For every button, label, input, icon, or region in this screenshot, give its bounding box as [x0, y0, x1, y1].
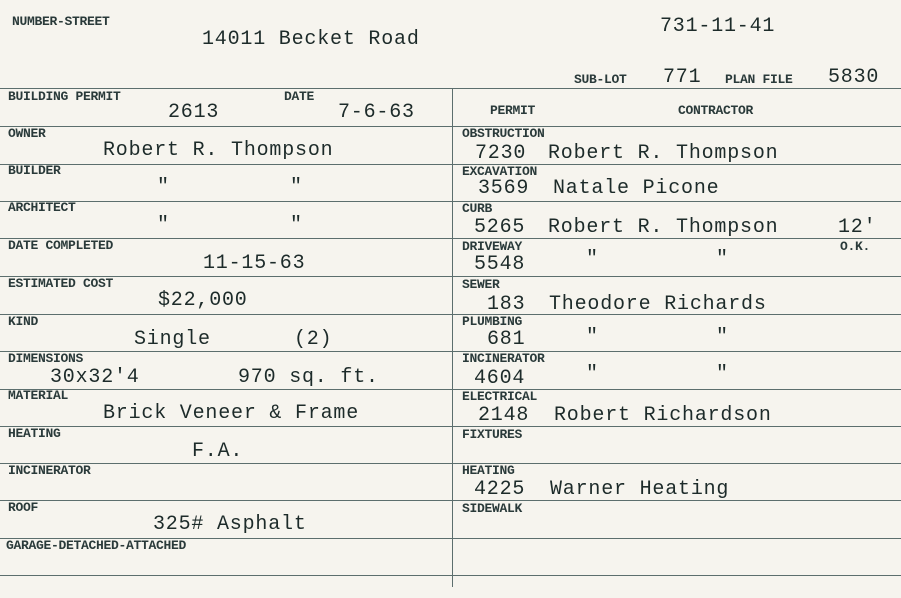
card-number: 731-11-41 — [660, 15, 776, 38]
estimated-cost-label: ESTIMATED COST — [8, 276, 114, 291]
column-divider — [452, 88, 453, 587]
excavation-permit: 3569 — [478, 177, 530, 200]
rule-line — [0, 575, 901, 576]
incinerator-label: INCINERATOR — [462, 351, 545, 366]
driveway-ditto: " — [586, 248, 599, 271]
architect-ditto: " — [290, 214, 303, 237]
dimensions-label: DIMENSIONS — [8, 351, 84, 366]
kind-units: (2) — [294, 328, 333, 351]
builder-ditto: " — [157, 176, 170, 199]
builder-label: BUILDER — [8, 163, 61, 178]
incinerator-ditto: " — [716, 363, 729, 386]
number-street-label: NUMBER-STREET — [12, 14, 110, 29]
date-label: DATE — [284, 89, 315, 104]
rule-line — [0, 389, 901, 390]
plumbing-ditto: " — [716, 326, 729, 349]
kind-label: KIND — [8, 314, 39, 329]
sub-lot-label: SUB-LOT — [574, 72, 627, 87]
date-completed: 11-15-63 — [203, 252, 306, 275]
sidewalk-label: SIDEWALK — [462, 501, 523, 516]
rule-line — [0, 126, 901, 127]
material: Brick Veneer & Frame — [103, 402, 360, 425]
sub-lot: 771 — [663, 66, 702, 89]
rule-line — [0, 276, 901, 277]
incinerator-label: INCINERATOR — [8, 463, 91, 478]
incinerator-permit: 4604 — [474, 367, 526, 390]
sewer-label: SEWER — [462, 277, 500, 292]
obstruction-contractor: Robert R. Thompson — [548, 142, 779, 165]
curb-permit: 5265 — [474, 216, 526, 239]
plan-file-label: PLAN FILE — [725, 72, 793, 87]
owner: Robert R. Thompson — [103, 139, 334, 162]
electrical-permit: 2148 — [478, 404, 530, 427]
estimated-cost: $22,000 — [158, 289, 248, 312]
building-permit-number: 2613 — [168, 101, 220, 124]
excavation-label: EXCAVATION — [462, 164, 538, 179]
rule-line — [0, 500, 901, 501]
curb-label: CURB — [462, 201, 493, 216]
roof-label: ROOF — [8, 500, 39, 515]
permit-date: 7-6-63 — [338, 101, 415, 124]
heating: F.A. — [192, 440, 244, 463]
rule-line — [0, 351, 901, 352]
date-completed-label: DATE COMPLETED — [8, 238, 114, 253]
rule-line — [0, 88, 901, 89]
driveway-ditto: " — [716, 248, 729, 271]
fixtures-label: FIXTURES — [462, 427, 523, 442]
rule-line — [0, 463, 901, 464]
obstruction-permit: 7230 — [475, 142, 527, 165]
architect-label: ARCHITECT — [8, 200, 76, 215]
driveway-permit: 5548 — [474, 253, 526, 276]
material-label: MATERIAL — [8, 388, 69, 403]
plumbing-label: PLUMBING — [462, 314, 523, 329]
obstruction-label: OBSTRUCTION — [462, 126, 545, 141]
roof: 325# Asphalt — [153, 513, 307, 536]
area: 970 sq. ft. — [238, 366, 379, 389]
incinerator-ditto: " — [586, 363, 599, 386]
dimensions: 30x32'4 — [50, 366, 140, 389]
contractor-header: CONTRACTOR — [678, 103, 754, 118]
excavation-contractor: Natale Picone — [553, 177, 720, 200]
architect-ditto: " — [157, 214, 170, 237]
sewer-permit: 183 — [487, 293, 526, 316]
plumbing-permit: 681 — [487, 328, 526, 351]
plumbing-ditto: " — [586, 326, 599, 349]
builder-ditto: " — [290, 176, 303, 199]
owner-label: OWNER — [8, 126, 46, 141]
electrical-contractor: Robert Richardson — [554, 404, 772, 427]
sewer-contractor: Theodore Richards — [549, 293, 767, 316]
curb-contractor: Robert R. Thompson — [548, 216, 779, 239]
garage-label: GARAGE-DETACHED-ATTACHED — [6, 538, 187, 553]
address: 14011 Becket Road — [202, 28, 420, 51]
building-permit-label: BUILDING PERMIT — [8, 89, 121, 104]
kind: Single — [134, 328, 211, 351]
rule-line — [0, 201, 901, 202]
driveway-note: O.K. — [840, 239, 871, 254]
electrical-label: ELECTRICAL — [462, 389, 538, 404]
heating-label: HEATING — [462, 463, 515, 478]
heating-label: HEATING — [8, 426, 61, 441]
plan-file: 5830 — [828, 66, 880, 89]
permit-header: PERMIT — [490, 103, 536, 118]
curb-note: 12' — [838, 216, 877, 239]
driveway-label: DRIVEWAY — [462, 239, 523, 254]
heating-permit: 4225 — [474, 478, 526, 501]
heating-contractor: Warner Heating — [550, 478, 730, 501]
